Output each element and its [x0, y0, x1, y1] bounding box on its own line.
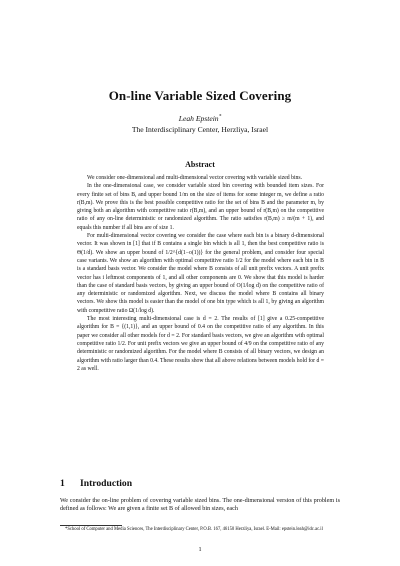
section-number: 1 [60, 478, 65, 489]
section-title: Introduction [80, 478, 133, 489]
abstract-paragraph: We consider one-dimensional and multi-dimensional vector covering with variable sized bins. [87, 175, 303, 181]
author-name: Leah Epstein [178, 114, 219, 123]
abstract-body [77, 174, 324, 373]
abstract-paragraph: For multi-dimensional vector covering we consider the case where each bin is a binary d-dimensional vector. It was shown in [1] that if B contains a single bin which is all 1, then the best competitive ratio is Θ(1/d). We show an upper bound of 1/2^{d(1−o(1))} for the general problem, and consider four special case variants. We show an algorithm with optimal competitive ratio 1/2 for the model where each bin in B is a standard basis vector. We consider the model where B consists of all unit prefix vectors. A unit prefix vector has i leftmost components of 1, and all other components are 0. We show that this model is harder than the case of standard basis vectors, by giving an upper bound of O(1/log d) on the competitive ratio of any deterministic or randomized algorithm. Next, we discuss the model where B contains all binary vectors. We show this model is easier than the model of one bin type which is all 1, by giving an algorithm with competitive ratio Ω(1/log d). [77, 233, 324, 314]
footnote-rule [60, 525, 122, 526]
abstract-heading: Abstract [185, 160, 215, 169]
section-heading [60, 478, 132, 489]
abstract-paragraph: The most interesting multi-dimensional case is d = 2. The results of [1] give a 0.25-competitive algorithm for B = {(1,1)}, and an upper bound of 0.4 on the competitive ratio of any algorithm. In this paper we consider all other models for d = 2. For standard basis vectors, we give an algorithm with optimal competitive ratio 1/2. For unit prefix vectors we give an upper bound of 4/9 on the competitive ratio of any deterministic or randomized algorithm. For the model where B consists of all binary vectors, we design an algorithm with ratio larger than 0.4. These results show that all above relations between models hold for d = 2 as well. [77, 316, 324, 372]
page-number: 1 [198, 546, 202, 553]
abstract-paragraph: In the one-dimensional case, we consider variable sized bin covering with bounded item sizes. For every finite set of bins B, and upper bound 1/m on the size of items for some integer m, we define a ratio r(B,m). We prove this is the best possible competitive ratio for the set of bins B and the parameter m, by giving both an algorithm with competitive ratio r(B,m), and an upper bound of r(B,m) on the competitive ratio of any on-line deterministic or randomized algorithm. The ratio satisfies r(B,m) ≥ m/(m + 1), and equals this number if all bins are of size 1. [77, 183, 324, 231]
introduction-body [60, 497, 340, 514]
footnote [60, 527, 340, 533]
footnote-text: *School of Computer and Media Sciences, The Interdisciplinary Center, P.O.B. 167, 46150 Herzliya, Israel. E-Mail: epstein.leah@idc.ac.il [65, 527, 323, 532]
author-line [0, 114, 400, 123]
paper-title: On-line Variable Sized Covering [108, 88, 292, 103]
intro-paragraph: We consider the on-line problem of covering variable sized bins. The one-dimensional version of this problem is defined as follows: We are given a finite set B of allowed bin sizes, each [60, 498, 340, 513]
affiliation: The Interdisciplinary Center, Herzliya, Israel [131, 125, 269, 134]
author-footnote-mark: * [218, 113, 222, 120]
